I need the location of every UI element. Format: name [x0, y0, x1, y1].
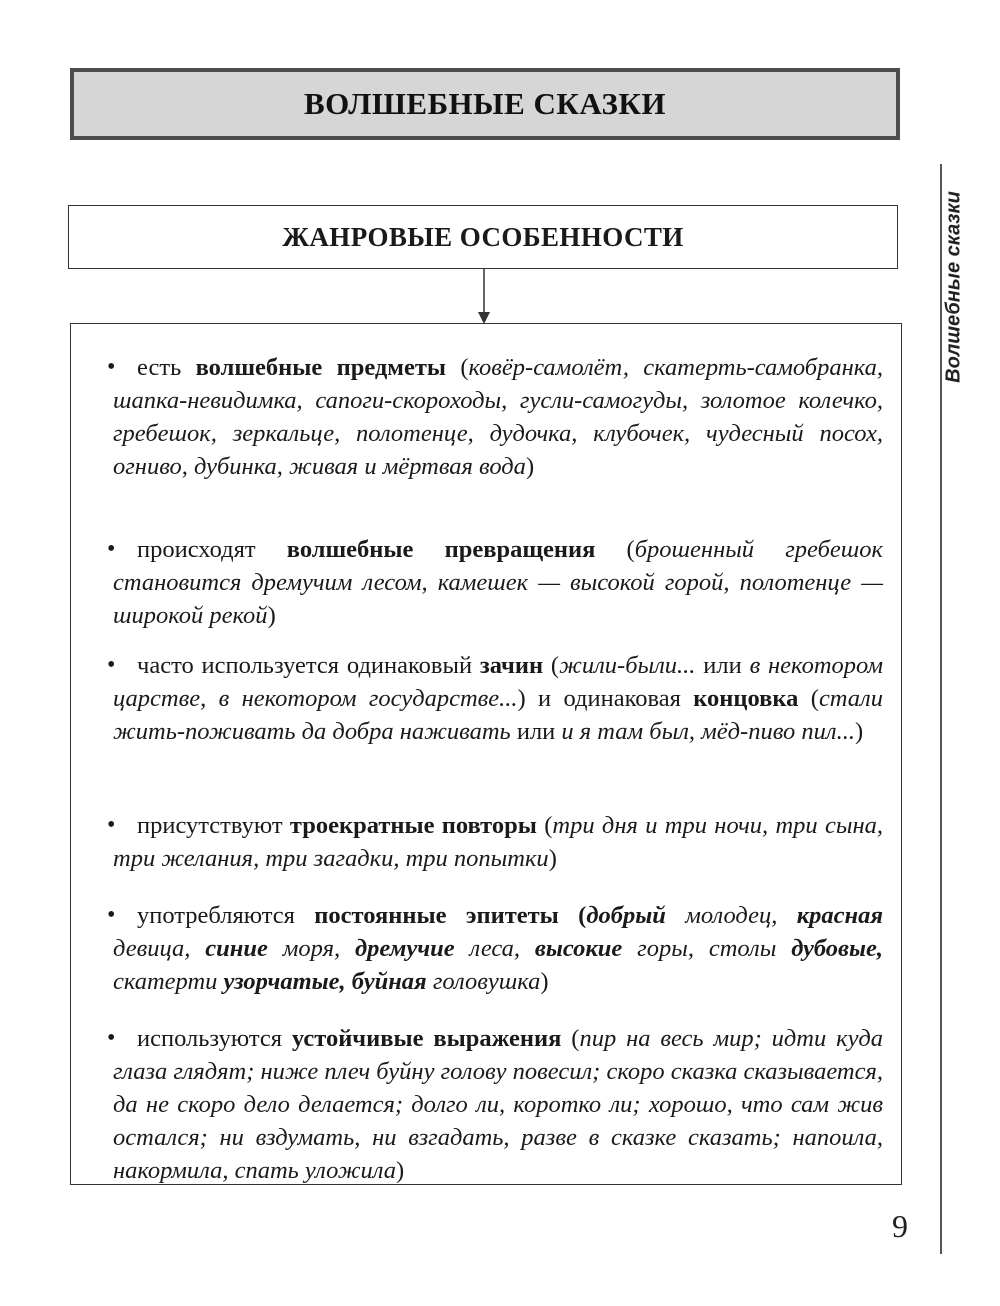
list-item: • есть волшебные предметы (ковёр-самолёт, скатерть-самобранка, шапка-невидимка, сапоги-скороходы, гусли-самогуды, золотое колечко, гребешок, зеркальце, полотенце, дудочка, клубочек, чудесный посох, огниво, дубинка, живая и мёртвая вода) [113, 351, 883, 483]
margin-divider [940, 164, 942, 1254]
list-item: • присутствуют троекратные повторы (три дня и три ночи, три сына, три желания, три загадки, три попытки) [113, 809, 883, 875]
list-item: • часто используется одинаковый зачин (жили-были... или в некотором царстве, в некотором государстве...) и одинаковая концовка (стали жить-поживать да добра наживать или и я там был, мёд-пиво пил...) [113, 649, 883, 748]
genre-features-box [68, 205, 898, 269]
term: волшебные предметы [195, 353, 446, 381]
list-item: • используются устойчивые выражения (пир на весь мир; идти куда глаза глядят; ниже плеч буйну голову повесил; скоро сказка сказывается, да не скоро дело делается; долго ли, коротко ли; хорошо, что сам жив остался; ни вздумать, ни взгадать, разве в сказке сказать; напоила, накормила, спать уложила) [113, 1022, 883, 1187]
list-item: • употребляются постоянные эпитеты (добрый молодец, красная девица, синие моря, дремучие леса, высокие горы, столы дубовые, скатерти узорчатые, буйная головушка) [113, 899, 883, 998]
title-banner [70, 68, 900, 140]
term: волшебные превращения [286, 535, 596, 563]
section-heading: ЖАНРОВЫЕ ОСОБЕННОСТИ [282, 221, 684, 252]
term: зачин [479, 651, 544, 679]
page-title: ВОЛШЕБНЫЕ СКАЗКИ [304, 86, 666, 121]
examples: три дня и три ночи, три сына, три желания, три загадки, три попытки [113, 811, 883, 872]
side-label-text: Волшебные сказки [942, 191, 965, 383]
term: троекратные повторы [289, 811, 537, 839]
down-arrow-icon [472, 268, 496, 326]
features-list [70, 323, 902, 1185]
term: постоянные эпитеты [314, 901, 559, 929]
examples: ковёр-самолёт, скатерть-самобранка, шапка-невидимка, сапоги-скороходы, гусли-самогуды, золотое колечко, гребешок, зеркальце, полотенце, дудочка, клубочек, чудесный посох, огниво, дубинка, живая и мёртвая вода [113, 353, 884, 480]
page-number: 9 [892, 1208, 908, 1244]
examples: брошенный гребешок становится дремучим лесом, камешек — высокой горой, полотенце — широкой рекой [113, 535, 883, 629]
list-item: • происходят волшебные превращения (брошенный гребешок становится дремучим лесом, камешек — высокой горой, полотенце — широкой рекой) [113, 533, 883, 632]
examples: пир на весь мир; идти куда глаза глядят; ниже плеч буйну голову повесил; скоро сказка сказывается, да не скоро дело делается; долго ли, коротко ли; хорошо, что сам жив остался; ни вздумать, ни взгадать, разве в сказке сказать; напоила, накормила, спать уложила [113, 1024, 884, 1184]
term: устойчивые выражения [291, 1024, 562, 1052]
term: концовка [693, 684, 799, 712]
